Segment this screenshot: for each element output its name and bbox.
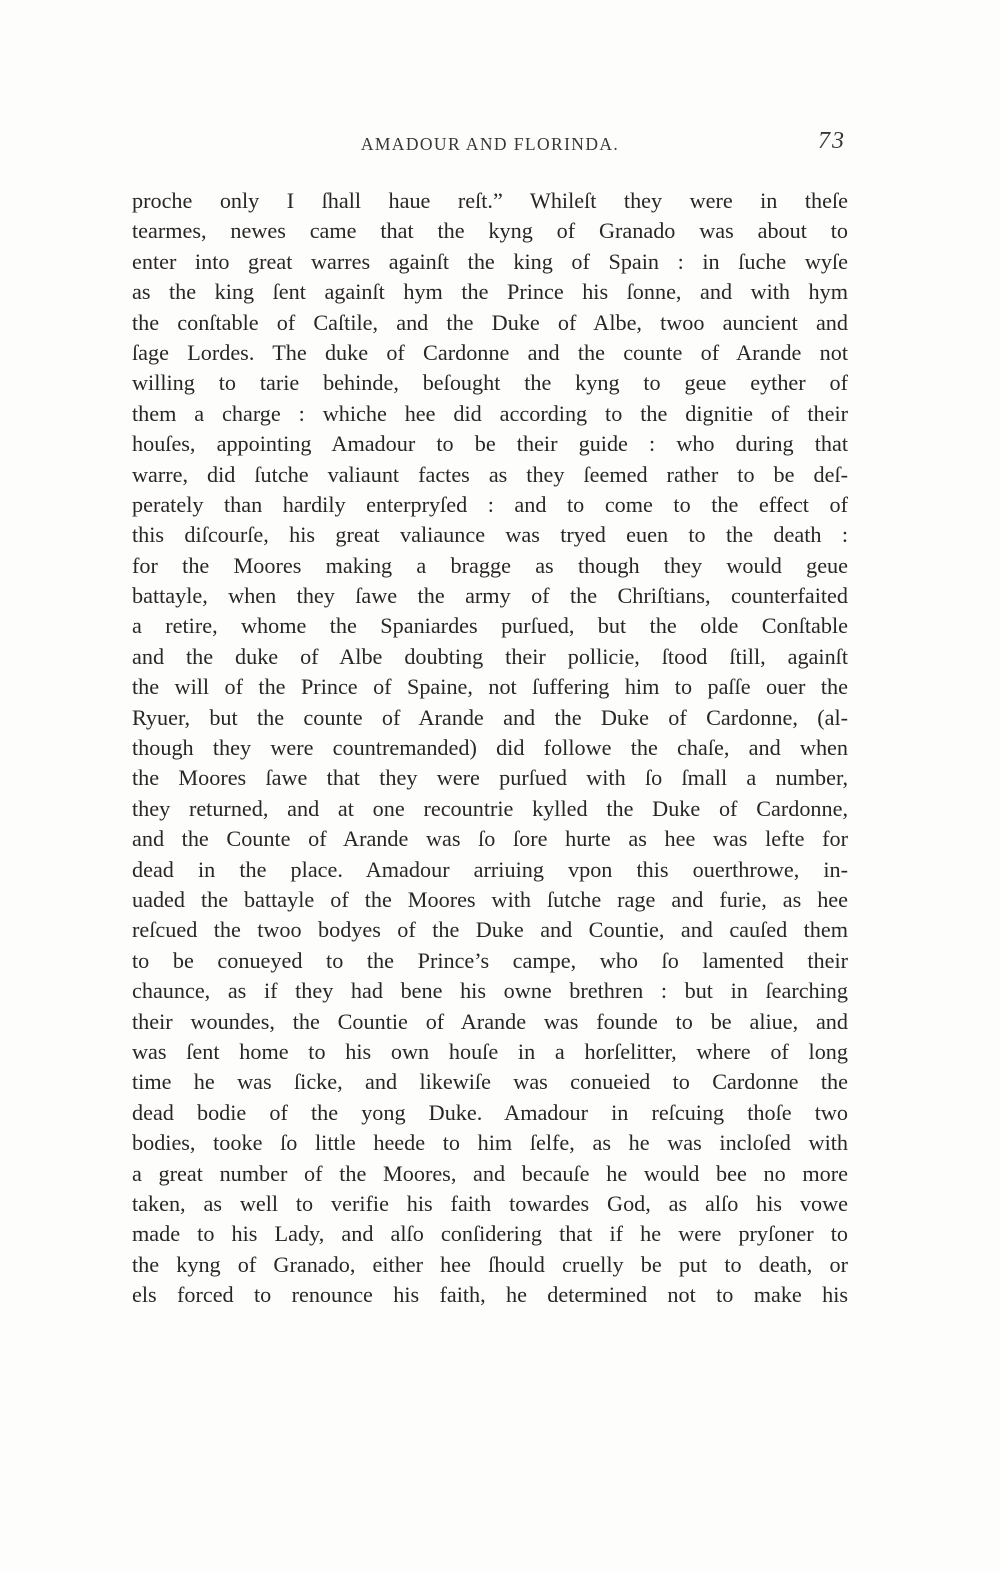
text-line: perately than hardily enterpryſed : and to come to the effect of [132, 491, 848, 517]
text-line: for the Moores making a bragge as though they would geue [132, 552, 848, 578]
text-line: enter into great warres againſt the king of Spain : in ſuche wyſe [132, 248, 848, 274]
text-line: uaded the battayle of the Moores with ſutche rage and furie, as hee [132, 886, 848, 912]
text-line: bodies, tooke ſo little heede to him ſelfe, as he was incloſed with [132, 1130, 848, 1156]
text-line: battayle, when they ſawe the army of the Chriſtians, counterfaited [132, 583, 848, 609]
text-line: proche only I ſhall haue reſt.” Whileſt they were in theſe [132, 188, 848, 213]
text-line: their woundes, the Countie of Arande was founde to be aliue, and [132, 1008, 848, 1034]
text-line: the Moores ſawe that they were purſued with ſo ſmall a number, [132, 765, 848, 791]
text-line: taken, as well to verifie his faith towardes God, as alſo his vowe [132, 1190, 848, 1216]
text-line: to be conueyed to the Prince’s campe, who ſo lamented their [132, 947, 848, 973]
text-line: as the king ſent againſt hym the Prince his ſonne, and with hym [132, 279, 848, 305]
running-head [130, 128, 850, 162]
text-line: made to his Lady, and alſo conſidering that if he were pryſoner to [132, 1221, 848, 1247]
text-line: and the Counte of Arande was ſo ſore hurte as hee was lefte for [132, 826, 848, 852]
page-number: 73 [818, 128, 846, 154]
text-line: Ryuer, but the counte of Arande and the Duke of Cardonne, (al- [132, 704, 848, 730]
text-line: though they were countremanded) did followe the chaſe, and when [132, 735, 848, 761]
text-line: them a charge : whiche hee did according to the dignitie of their [132, 400, 848, 426]
text-line: els forced to renounce his faith, he determined not to make his [132, 1282, 848, 1308]
text-line: the kyng of Granado, either hee ſhould cruelly be put to death, or [132, 1251, 848, 1277]
running-title: AMADOUR AND FLORINDA. [360, 134, 620, 154]
text-line: the will of the Prince of Spaine, not ſuffering him to paſſe ouer the [132, 674, 848, 700]
text-line: and the duke of Albe doubting their pollicie, ſtood ſtill, againſt [132, 643, 848, 669]
text-line: dead bodie of the yong Duke. Amadour in reſcuing thoſe two [132, 1099, 848, 1125]
text-line: time he was ſicke, and likewiſe was conueied to Cardonne the [132, 1069, 848, 1095]
text-line: chaunce, as if they had bene his owne brethren : but in ſearching [132, 978, 848, 1004]
text-line: tearmes, newes came that the kyng of Granado was about to [132, 218, 848, 244]
text-line: they returned, and at one recountrie kylled the Duke of Cardonne, [132, 795, 848, 821]
text-line: this diſcourſe, his great valiaunce was tryed euen to the death : [132, 522, 848, 548]
text-line: dead in the place. Amadour arriuing vpon this ouerthrowe, in- [132, 856, 848, 882]
text-line: the conſtable of Caſtile, and the Duke of Albe, twoo auncient and [132, 309, 848, 335]
text-line: willing to tarie behinde, beſought the kyng to geue eyther of [132, 370, 848, 396]
text-line: ſage Lordes. The duke of Cardonne and the counte of Arande not [132, 339, 848, 365]
body-text [132, 186, 848, 1310]
text-line: warre, did ſutche valiaunt factes as they ſeemed rather to be deſ- [132, 461, 848, 487]
text-line: was ſent home to his own houſe in a horſelitter, where of long [132, 1038, 848, 1064]
text-line: a great number of the Moores, and becauſe he would bee no more [132, 1160, 848, 1186]
text-line: houſes, appointing Amadour to be their guide : who during that [132, 431, 848, 457]
text-line: a retire, whome the Spaniardes purſued, but the olde Conſtable [132, 613, 848, 639]
text-line: reſcued the twoo bodyes of the Duke and Countie, and cauſed them [132, 917, 848, 943]
